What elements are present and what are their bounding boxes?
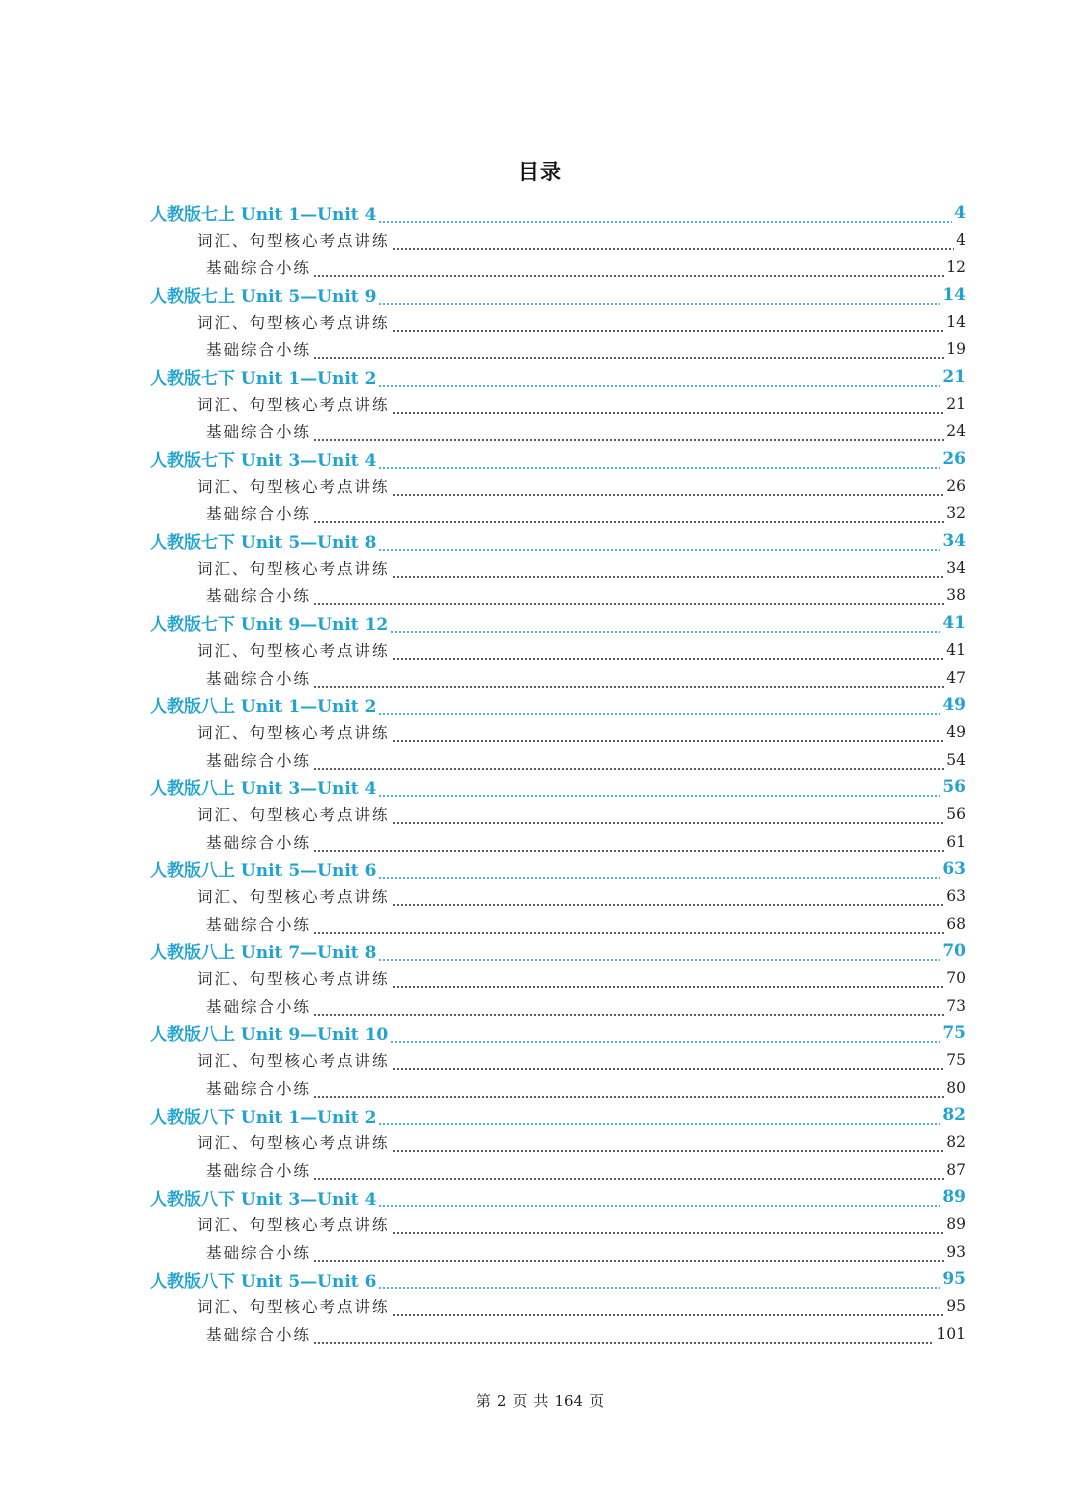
toc-entry-label: 人教版七上 Unit 1—Unit 4 [150, 205, 377, 226]
toc-entry-page-number: 32 [946, 504, 966, 523]
toc-sub-entry[interactable] [0, 226, 966, 253]
toc-entry-label: 人教版八下 Unit 1—Unit 2 [150, 1107, 377, 1128]
toc-sub-entry[interactable] [0, 719, 966, 746]
toc-unit-entry[interactable] [0, 609, 966, 636]
toc-entry-page-number: 89 [946, 1215, 966, 1234]
toc-dot-leader [378, 1112, 940, 1126]
toc-entry-label: 基础综合小练 [206, 997, 312, 1016]
toc-entry-page-number: 70 [946, 969, 966, 988]
toc-entry-label: 基础综合小练 [206, 341, 312, 360]
toc-sub-entry[interactable] [0, 1238, 966, 1265]
toc-entry-label: 人教版七下 Unit 5—Unit 8 [150, 533, 377, 554]
footer-prefix: 第 [475, 1392, 491, 1410]
toc-unit-entry[interactable] [0, 199, 966, 226]
toc-entry-page-number: 49 [942, 694, 966, 715]
toc-unit-entry[interactable] [0, 1101, 966, 1128]
toc-entry-page-number: 12 [946, 258, 966, 277]
toc-dot-leader [378, 210, 952, 224]
footer-page-word: 页 [512, 1392, 528, 1410]
toc-dot-leader [313, 1167, 944, 1181]
toc-entry-page-number: 61 [946, 832, 966, 851]
toc-dot-leader [313, 1085, 944, 1099]
toc-entry-label: 基础综合小练 [206, 259, 312, 278]
toc-entry-label: 词汇、句型核心考点讲练 [197, 314, 390, 333]
toc-entry-page-number: 4 [954, 202, 966, 223]
toc-dot-leader [392, 237, 955, 251]
toc-entry-page-number: 63 [946, 887, 966, 906]
toc-entry-label: 人教版八上 Unit 5—Unit 6 [150, 861, 377, 882]
toc-entry-page-number: 101 [936, 1324, 966, 1343]
toc-entry-label: 人教版七下 Unit 9—Unit 12 [150, 615, 389, 636]
toc-dot-leader [313, 675, 944, 689]
toc-dot-leader [392, 319, 945, 333]
toc-entry-page-number: 26 [942, 448, 966, 469]
toc-entry-label: 基础综合小练 [206, 1243, 312, 1262]
toc-sub-entry[interactable] [0, 582, 966, 609]
toc-dot-leader [378, 948, 940, 962]
toc-sub-entry[interactable] [0, 637, 966, 664]
toc-entry-label: 词汇、句型核心考点讲练 [197, 478, 390, 497]
toc-dot-leader [313, 1249, 944, 1263]
toc-sub-entry[interactable] [0, 1320, 966, 1347]
toc-dot-leader [392, 1221, 945, 1235]
page-footer [0, 1390, 1080, 1411]
toc-entry-page-number: 19 [946, 340, 966, 359]
toc-sub-entry[interactable] [0, 828, 966, 855]
toc-sub-entry[interactable] [0, 418, 966, 445]
toc-entry-page-number: 75 [942, 1022, 966, 1043]
toc-title: 目录 [518, 160, 562, 184]
toc-sub-entry[interactable] [0, 664, 966, 691]
toc-entry-label: 人教版八上 Unit 9—Unit 10 [150, 1025, 389, 1046]
table-of-contents [0, 199, 1080, 1347]
toc-unit-entry[interactable] [0, 1265, 966, 1292]
toc-entry-label: 人教版八下 Unit 5—Unit 6 [150, 1271, 377, 1292]
toc-sub-entry[interactable] [0, 801, 966, 828]
toc-entry-label: 词汇、句型核心考点讲练 [197, 1216, 390, 1235]
toc-entry-page-number: 34 [946, 559, 966, 578]
toc-entry-page-number: 80 [946, 1078, 966, 1097]
toc-entry-label: 基础综合小练 [206, 587, 312, 606]
toc-entry-page-number: 68 [946, 914, 966, 933]
toc-entry-label: 词汇、句型核心考点讲练 [197, 806, 390, 825]
toc-entry-page-number: 70 [942, 940, 966, 961]
toc-dot-leader [378, 374, 940, 388]
toc-unit-entry[interactable] [0, 937, 966, 964]
toc-entry-page-number: 95 [946, 1297, 966, 1316]
toc-dot-leader [313, 757, 944, 771]
toc-dot-leader [313, 1003, 944, 1017]
toc-dot-leader [313, 839, 944, 853]
toc-dot-leader [313, 264, 944, 278]
toc-dot-leader [313, 346, 944, 360]
toc-unit-entry[interactable] [0, 855, 966, 882]
toc-sub-entry[interactable] [0, 910, 966, 937]
toc-entry-label: 词汇、句型核心考点讲练 [197, 232, 390, 251]
toc-entry-label: 词汇、句型核心考点讲练 [197, 560, 390, 579]
toc-entry-label: 词汇、句型核心考点讲练 [197, 1298, 390, 1317]
toc-sub-entry[interactable] [0, 1047, 966, 1074]
toc-entry-page-number: 75 [946, 1051, 966, 1070]
toc-dot-leader [392, 1303, 945, 1317]
toc-dot-leader [392, 647, 945, 661]
toc-dot-leader [392, 401, 945, 415]
toc-dot-leader [378, 1276, 940, 1290]
toc-dot-leader [378, 1194, 940, 1208]
toc-entry-page-number: 26 [946, 477, 966, 496]
toc-dot-leader [313, 510, 944, 524]
toc-entry-label: 词汇、句型核心考点讲练 [197, 1134, 390, 1153]
footer-suffix: 页 [589, 1392, 605, 1410]
toc-sub-entry[interactable] [0, 1293, 966, 1320]
toc-sub-entry[interactable] [0, 1211, 966, 1238]
toc-unit-entry[interactable] [0, 691, 966, 718]
toc-dot-leader [313, 592, 944, 606]
toc-dot-leader [378, 538, 940, 552]
toc-entry-label: 基础综合小练 [206, 1079, 312, 1098]
toc-sub-entry[interactable] [0, 1129, 966, 1156]
toc-sub-entry[interactable] [0, 746, 966, 773]
toc-unit-entry[interactable] [0, 527, 966, 554]
toc-sub-entry[interactable] [0, 554, 966, 581]
toc-dot-leader [378, 866, 940, 880]
footer-total-word: 共 [533, 1392, 549, 1410]
toc-entry-label: 基础综合小练 [206, 505, 312, 524]
toc-dot-leader [378, 456, 940, 470]
toc-dot-leader [392, 893, 945, 907]
toc-dot-leader [392, 811, 945, 825]
toc-entry-page-number: 47 [946, 668, 966, 687]
toc-sub-entry[interactable] [0, 965, 966, 992]
toc-dot-leader [378, 292, 940, 306]
footer-current-page: 2 [496, 1392, 507, 1410]
toc-dot-leader [313, 921, 944, 935]
toc-dot-leader [392, 483, 945, 497]
toc-entry-label: 词汇、句型核心考点讲练 [197, 970, 390, 989]
toc-entry-label: 人教版八上 Unit 3—Unit 4 [150, 779, 377, 800]
toc-dot-leader [390, 1030, 940, 1044]
toc-entry-label: 基础综合小练 [206, 669, 312, 688]
toc-unit-entry[interactable] [0, 773, 966, 800]
toc-unit-entry[interactable] [0, 1183, 966, 1210]
toc-dot-leader [390, 620, 940, 634]
toc-dot-leader [392, 729, 945, 743]
toc-dot-leader [378, 702, 940, 716]
toc-entry-page-number: 82 [942, 1105, 966, 1126]
toc-entry-page-number: 21 [946, 395, 966, 414]
toc-dot-leader [378, 784, 940, 798]
toc-entry-page-number: 82 [946, 1133, 966, 1152]
toc-entry-page-number: 73 [946, 996, 966, 1015]
toc-sub-entry[interactable] [0, 1074, 966, 1101]
toc-entry-page-number: 89 [942, 1187, 966, 1208]
toc-entry-label: 词汇、句型核心考点讲练 [197, 396, 390, 415]
footer-total-pages: 164 [554, 1392, 584, 1410]
toc-entry-label: 基础综合小练 [206, 833, 312, 852]
toc-entry-page-number: 95 [942, 1269, 966, 1290]
toc-entry-label: 人教版八下 Unit 3—Unit 4 [150, 1189, 377, 1210]
toc-entry-label: 基础综合小练 [206, 1325, 312, 1344]
toc-entry-page-number: 4 [956, 231, 966, 250]
toc-entry-page-number: 34 [942, 530, 966, 551]
toc-entry-label: 词汇、句型核心考点讲练 [197, 724, 390, 743]
toc-sub-entry[interactable] [0, 1156, 966, 1183]
toc-dot-leader [392, 975, 945, 989]
toc-entry-label: 人教版七上 Unit 5—Unit 9 [150, 287, 377, 308]
toc-dot-leader [313, 1331, 934, 1345]
toc-entry-page-number: 93 [946, 1242, 966, 1261]
toc-entry-label: 人教版七下 Unit 1—Unit 2 [150, 369, 377, 390]
toc-sub-entry[interactable] [0, 336, 966, 363]
toc-unit-entry[interactable] [0, 1019, 966, 1046]
toc-entry-page-number: 49 [946, 723, 966, 742]
toc-unit-entry[interactable] [0, 363, 966, 390]
toc-entry-page-number: 56 [946, 805, 966, 824]
toc-entry-page-number: 21 [942, 366, 966, 387]
toc-unit-entry[interactable] [0, 445, 966, 472]
toc-entry-label: 基础综合小练 [206, 1161, 312, 1180]
toc-entry-label: 基础综合小练 [206, 915, 312, 934]
toc-entry-page-number: 56 [942, 776, 966, 797]
toc-sub-entry[interactable] [0, 883, 966, 910]
toc-entry-label: 词汇、句型核心考点讲练 [197, 642, 390, 661]
toc-entry-page-number: 41 [946, 641, 966, 660]
toc-dot-leader [313, 428, 944, 442]
toc-sub-entry[interactable] [0, 390, 966, 417]
toc-entry-page-number: 14 [946, 313, 966, 332]
toc-sub-entry[interactable] [0, 500, 966, 527]
toc-sub-entry[interactable] [0, 472, 966, 499]
toc-entry-label: 基础综合小练 [206, 751, 312, 770]
toc-dot-leader [392, 1057, 945, 1071]
toc-entry-page-number: 14 [942, 284, 966, 305]
toc-entry-label: 基础综合小练 [206, 423, 312, 442]
toc-entry-page-number: 24 [946, 422, 966, 441]
toc-sub-entry[interactable] [0, 254, 966, 281]
toc-entry-page-number: 87 [946, 1160, 966, 1179]
toc-sub-entry[interactable] [0, 308, 966, 335]
toc-entry-page-number: 63 [942, 858, 966, 879]
toc-dot-leader [392, 565, 945, 579]
toc-entry-page-number: 38 [946, 586, 966, 605]
toc-dot-leader [392, 1139, 945, 1153]
toc-sub-entry[interactable] [0, 992, 966, 1019]
toc-entry-page-number: 54 [946, 750, 966, 769]
toc-entry-page-number: 41 [942, 612, 966, 633]
toc-unit-entry[interactable] [0, 281, 966, 308]
toc-entry-label: 人教版八上 Unit 1—Unit 2 [150, 697, 377, 718]
toc-entry-label: 词汇、句型核心考点讲练 [197, 888, 390, 907]
toc-entry-label: 人教版八上 Unit 7—Unit 8 [150, 943, 377, 964]
toc-entry-label: 词汇、句型核心考点讲练 [197, 1052, 390, 1071]
toc-entry-label: 人教版七下 Unit 3—Unit 4 [150, 451, 377, 472]
